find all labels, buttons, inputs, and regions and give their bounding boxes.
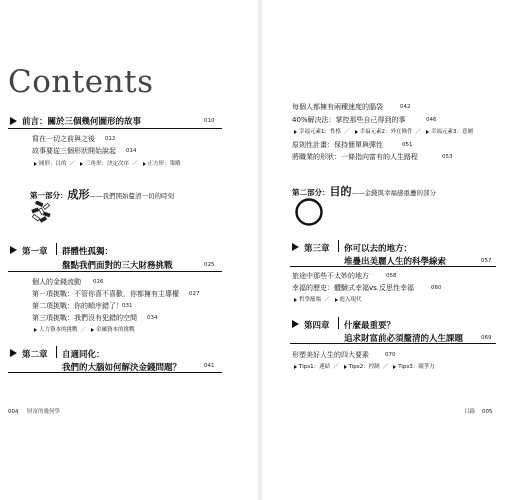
toc-page: 034 (147, 315, 158, 321)
toc-subitem[interactable]: Tips3：競爭力 (398, 364, 435, 370)
toc-item[interactable]: 40%解決法：掌控那些自己得到的事 (292, 116, 406, 124)
toc-subitem[interactable]: 正方形：策略 (147, 161, 181, 167)
toc-subitem[interactable]: 幸福元素3：意圖 (431, 129, 474, 135)
toc-page: 051 (402, 142, 413, 148)
bullet-icon (80, 162, 83, 166)
toc-item[interactable]: 第二項挑戰：你的順序錯了！ (32, 302, 123, 310)
divider (8, 128, 222, 129)
part1-heading: 第一部分：成形——我們開始釐清一切的時刻 (30, 188, 174, 201)
toc-subitem[interactable]: 進入現代 (339, 297, 362, 303)
footer-page-number: 004 (8, 409, 19, 415)
bullet-icon (344, 365, 347, 369)
toc-item[interactable]: 幸福的歷史：體驗式幸福vs.反思性幸福 (292, 284, 415, 292)
toc-subitems: 圓形：目的 ／ 三角形：決定次序 ／ 正方形：策略 (32, 161, 181, 168)
toc-page: 058 (386, 273, 397, 279)
footer-page-number: 005 (482, 409, 493, 415)
toc-item[interactable]: 將職業的形狀：一條指向富有的人生路程 (292, 153, 418, 161)
chapter4-subtitle[interactable]: 追求財富前必須釐清的人生課題 (344, 334, 464, 344)
arrow-icon (10, 117, 17, 125)
toc-page: 070 (385, 352, 396, 358)
chapter2-subtitle[interactable]: 我們的大腦如何解決金錢問題？ (62, 363, 182, 373)
toc-page: 031 (122, 303, 133, 309)
page-title: Contents (8, 64, 154, 100)
footer-book-title: 財富的幾何學 (27, 409, 61, 415)
preface-heading[interactable]: 前言：關於三個幾何圖形的故事 (22, 117, 142, 127)
toc-subitem[interactable]: 幸福元素1：性格 (299, 129, 341, 135)
bullet-icon (426, 130, 429, 134)
toc-subitems: 幸福元素1：性格 ／ 幸福元素2：外在條件 ／ 幸福元素3：意圖 (292, 129, 473, 136)
chapter1-page: 025 (204, 262, 215, 268)
arrow-icon (10, 246, 17, 254)
separator (56, 243, 57, 255)
toc-item[interactable]: 寫在一切之前與之後 (32, 135, 95, 143)
bullet-icon (294, 130, 297, 134)
bullet-icon (34, 328, 37, 332)
toc-item[interactable]: 第一項挑戰：不管你喜不喜歡，你都擁有主導權 (32, 290, 179, 298)
chapter4-label: 第四章 (304, 321, 330, 331)
toc-item[interactable]: 第三項挑戰：我們沒有犯錯的空間 (32, 314, 137, 322)
scattered-shapes-icon (30, 201, 52, 223)
footer-section-title: 目錄 (464, 409, 476, 415)
chapter4-page: 069 (481, 335, 492, 341)
bullet-icon (294, 298, 297, 302)
toc-subitem[interactable]: 哲學濫殤 (299, 297, 322, 303)
bullet-icon (143, 162, 146, 166)
chapter2-label: 第二章 (22, 350, 48, 360)
chapter4-title[interactable]: 什麼最重要？ (344, 321, 396, 331)
chapter2-title[interactable]: 自適同化： (62, 350, 105, 360)
toc-subitem[interactable]: 金融資本的挑戰 (96, 327, 135, 333)
chapter1-subtitle[interactable]: 盤點我們面對的三大財務挑戰 (62, 261, 173, 271)
arrow-icon (10, 349, 17, 357)
arrow-icon (292, 320, 299, 328)
toc-item[interactable]: 原則性計畫：保持簡單與彈性 (292, 141, 383, 149)
chapter3-title[interactable]: 你可以去的地方： (344, 244, 413, 254)
chapter3-label: 第三章 (304, 244, 330, 254)
toc-page: 027 (189, 291, 200, 297)
divider (8, 271, 222, 272)
page-gutter (258, 0, 262, 500)
toc-page: 014 (126, 148, 137, 154)
separator (56, 346, 57, 358)
chapter3-subtitle[interactable]: 堆疊出美麗人生的科學線索 (344, 257, 447, 267)
toc-page: 012 (105, 136, 116, 142)
chapter3-page: 057 (481, 258, 492, 264)
chapter1-title[interactable]: 群體性孤獨： (62, 247, 114, 257)
bullet-icon (34, 162, 37, 166)
toc-subitems: 人力資本的挑戰 ／ 金融資本的挑戰 (32, 327, 135, 334)
toc-page: 053 (442, 154, 453, 160)
toc-page: 026 (93, 279, 104, 285)
chapter2-page: 041 (204, 363, 215, 369)
separator (338, 317, 339, 329)
separator (338, 240, 339, 252)
bullet-icon (335, 298, 338, 302)
toc-subitem[interactable]: 圓形：目的 (39, 161, 67, 167)
toc-item[interactable]: 每個人都擁有兩種速度的腦袋 (292, 103, 383, 111)
bullet-icon (393, 365, 396, 369)
toc-item[interactable]: 旅途中那些不太妙的地方 (292, 272, 369, 280)
toc-subitems: Tips1：連結 ／ Tips2：控制 ／ Tips3：競爭力 (292, 364, 435, 371)
toc-subitems: 哲學濫殤 ／ 進入現代 (292, 297, 362, 304)
toc-subitem[interactable]: 幸福元素2：外在條件 (359, 129, 413, 135)
circle-icon (294, 197, 324, 227)
toc-subitem[interactable]: Tips2：控制 (348, 364, 380, 370)
toc-subitem[interactable]: Tips1：連結 (299, 364, 331, 370)
toc-subitem[interactable]: 人力資本的挑戰 (39, 327, 78, 333)
toc-item[interactable]: 形塑美好人生的四大要素 (292, 351, 369, 359)
bullet-icon (355, 130, 358, 134)
bullet-icon (294, 365, 297, 369)
chapter1-label: 第一章 (22, 247, 48, 257)
toc-subitem[interactable]: 三角形：決定次序 (85, 161, 130, 167)
arrow-icon (292, 243, 299, 251)
toc-item[interactable]: 故事要從三個形狀開始說起 (32, 147, 116, 155)
toc-page: 042 (400, 104, 411, 110)
toc-item[interactable]: 個人的金錢流動 (32, 278, 81, 286)
toc-page: 046 (426, 117, 437, 123)
preface-page: 010 (204, 118, 215, 124)
toc-page: 060 (431, 285, 442, 291)
part2-heading: 第二部分：目的——金錢與幸福感重疊的部分 (292, 185, 436, 198)
bullet-icon (91, 328, 94, 332)
